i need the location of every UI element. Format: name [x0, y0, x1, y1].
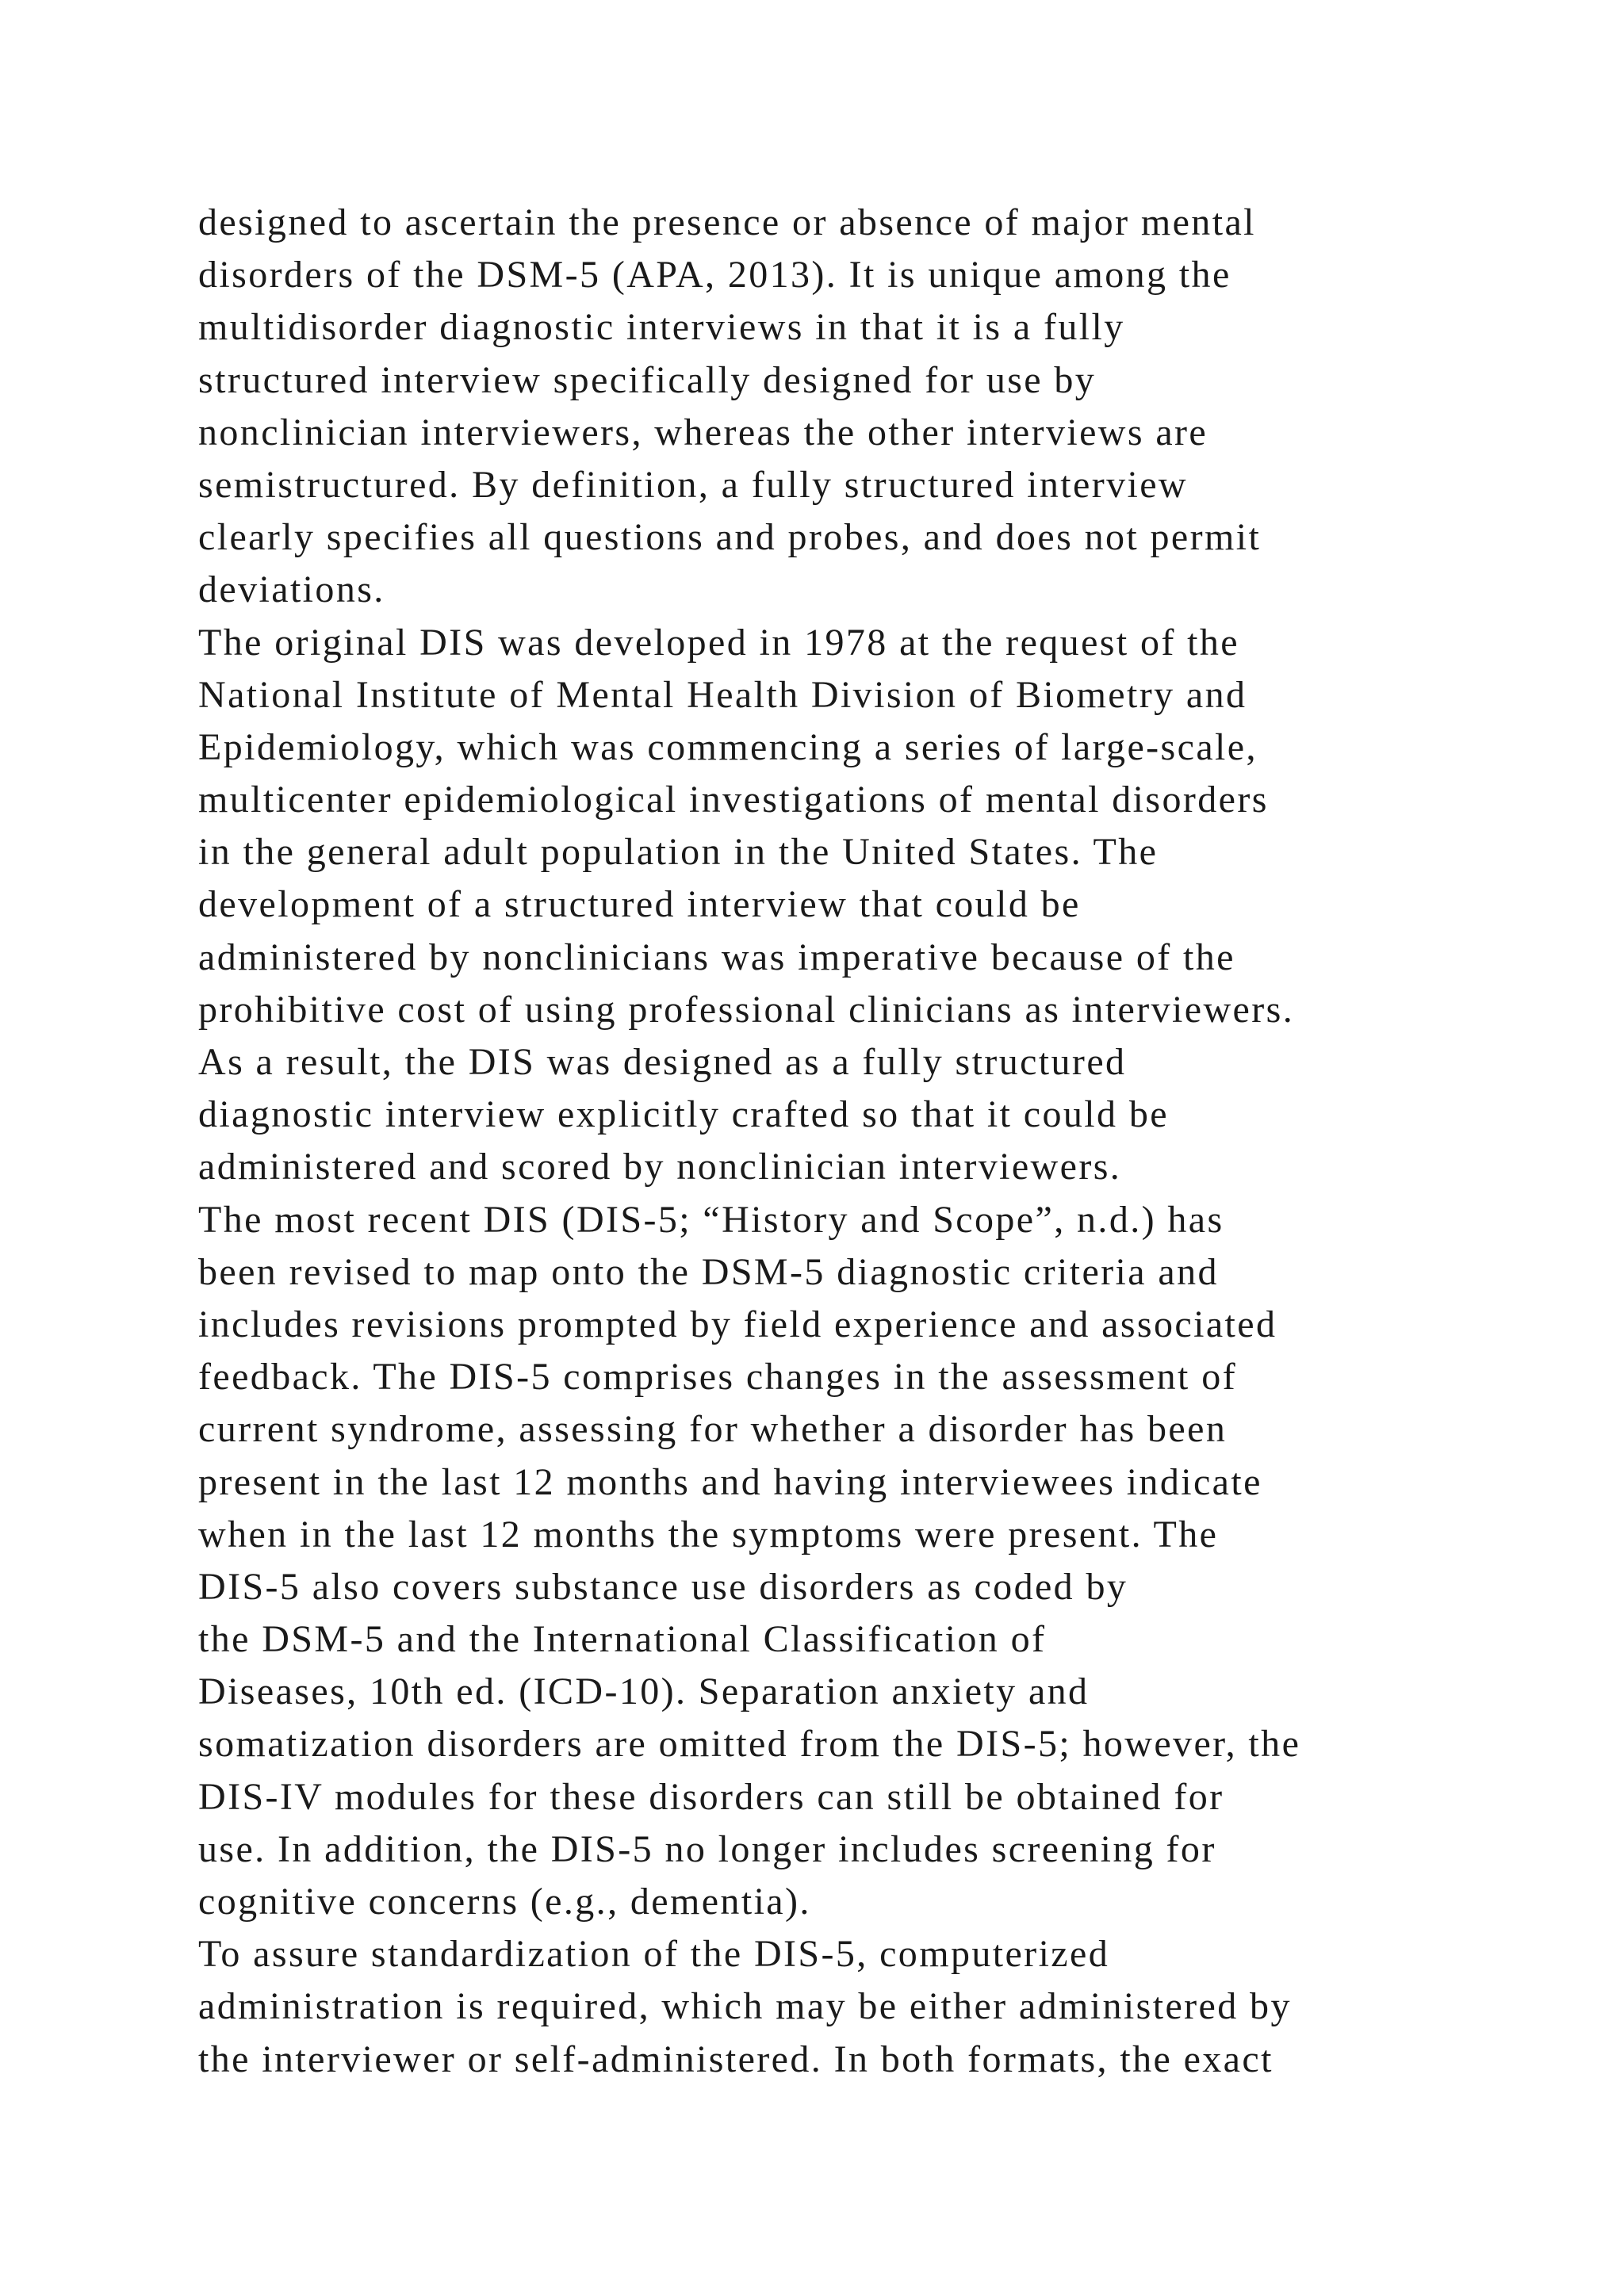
text-line: administered by nonclinicians was imperative because of the	[198, 936, 1235, 978]
text-line: As a result, the DIS was designed as a fully structured	[198, 1041, 1127, 1083]
text-line: use. In addition, the DIS-5 no longer includes screening for	[198, 1827, 1216, 1870]
body-text	[198, 197, 1546, 2086]
text-line: somatization disorders are omitted from the DIS-5; however, the	[198, 1723, 1301, 1766]
text-line: The most recent DIS (DIS-5; “History and Scope”, n.d.) has	[198, 1198, 1224, 1241]
text-line: To assure standardization of the DIS-5, computerized	[198, 1933, 1110, 1976]
text-line: The original DIS was developed in 1978 at the request of the	[198, 621, 1240, 664]
text-line: in the general adult population in the United States. The	[198, 831, 1159, 874]
text-line: administered and scored by nonclinician interviewers.	[198, 1146, 1122, 1188]
text-line: when in the last 12 months the symptoms were present. The	[198, 1513, 1219, 1556]
text-line: multidisorder diagnostic interviews in that it is a fully	[198, 306, 1125, 349]
text-line: been revised to map onto the DSM-5 diagnostic criteria and	[198, 1250, 1219, 1293]
text-line: the DSM-5 and the International Classification of	[198, 1618, 1047, 1661]
text-line: multicenter epidemiological investigations of mental disorders	[198, 779, 1269, 821]
text-line: National Institute of Mental Health Division of Biometry and	[198, 673, 1247, 716]
text-line: the interviewer or self-administered. In both formats, the exact	[198, 2038, 1274, 2080]
text-line: includes revisions prompted by field experience and associated	[198, 1303, 1277, 1345]
text-line: development of a structured interview that could be	[198, 883, 1081, 926]
text-line: cognitive concerns (e.g., dementia).	[198, 1881, 811, 1923]
text-line: structured interview specifically designed for use by	[198, 358, 1097, 401]
text-line: Diseases, 10th ed. (ICD-10). Separation anxiety and	[198, 1670, 1090, 1713]
text-line: present in the last 12 months and having interviewees indicate	[198, 1460, 1262, 1503]
text-line: administration is required, which may be either administered by	[198, 1985, 1292, 2028]
text-line: diagnostic interview explicitly crafted so that it could be	[198, 1093, 1169, 1136]
text-line: semistructured. By definition, a fully structured interview	[198, 463, 1188, 506]
text-line: prohibitive cost of using professional clinicians as interviewers.	[198, 988, 1295, 1031]
text-line: feedback. The DIS-5 comprises changes in the assessment of	[198, 1356, 1237, 1399]
text-line: current syndrome, assessing for whether a disorder has been	[198, 1408, 1228, 1451]
text-line: clearly specifies all questions and probes, and does not permit	[198, 516, 1262, 559]
text-line: Epidemiology, which was commencing a series of large-scale,	[198, 725, 1258, 768]
text-line: designed to ascertain the presence or absence of major mental	[198, 201, 1256, 243]
text-line: nonclinician interviewers, whereas the other interviews are	[198, 411, 1208, 453]
text-line: DIS-IV modules for these disorders can still be obtained for	[198, 1775, 1224, 1818]
text-line: DIS-5 also covers substance use disorders as coded by	[198, 1565, 1128, 1608]
text-line: deviations.	[198, 568, 385, 611]
text-line: disorders of the DSM-5 (APA, 2013). It is unique among the	[198, 254, 1231, 297]
